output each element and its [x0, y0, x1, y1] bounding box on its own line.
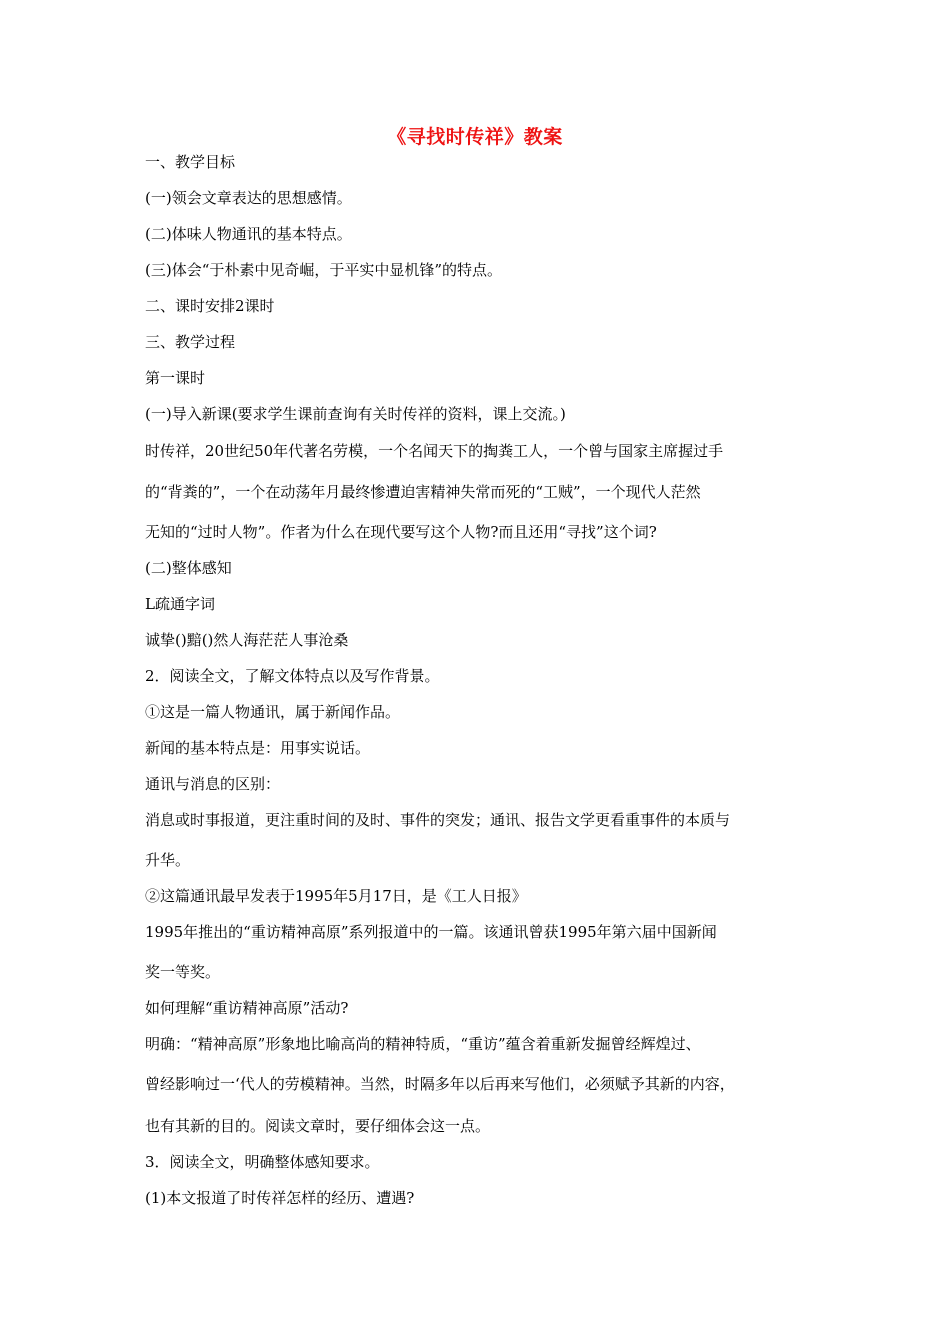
paragraph-line: 曾经影响过一‘代人的劳模精神。当然，时隔多年以后再来写他们，必须赋予其新的内容，: [145, 1075, 735, 1093]
lesson-heading: 第一课时: [145, 369, 206, 387]
paragraph-line: 无知的“过时人物”。作者为什么在现代要写这个人物?而且还用“寻找”这个词?: [145, 523, 657, 541]
paragraph-line: 的“背粪的”，一个在动荡年月最终惨遭迫害精神失常而死的“工贼”，一个现代人茫然: [145, 483, 701, 501]
paragraph-line: (1)本文报道了时传祥怎样的经历、遭遇?: [145, 1189, 415, 1207]
paragraph-line: 升华。: [145, 851, 191, 869]
objective-item: (二)体味人物通讯的基本特点。: [145, 225, 352, 243]
paragraph-line: 消息或时事报道，更注重时间的及时、事件的突发；通讯、报告文学更看重事件的本质与: [145, 811, 731, 829]
paragraph-line: 通讯与消息的区别：: [145, 775, 281, 793]
subsection-heading: (一)导入新课(要求学生课前查询有关时传祥的资料，课上交流。): [145, 405, 566, 423]
objective-item: (一)领会文章表达的思想感情。: [145, 189, 352, 207]
section-heading-schedule: 二、课时安排2课时: [145, 297, 275, 315]
paragraph-line: 也有其新的目的。阅读文章时，要仔细体会这一点。: [145, 1117, 491, 1135]
paragraph-line: ②这篇通讯最早发表于1995年5月17日，是《工人日报》: [145, 887, 527, 905]
paragraph-line: ①这是一篇人物通讯，属于新闻作品。: [145, 703, 401, 721]
subsection-heading: (二)整体感知: [145, 559, 232, 577]
paragraph-line: 1995年推出的“重访精神高原”系列报道中的一篇。该通讯曾获1995年第六届中国新闻: [145, 923, 717, 941]
paragraph-line: 明确：“精神高原”形象地比喻高尚的精神特质，“重访”蕴含着重新发掘曾经辉煌过、: [145, 1035, 701, 1053]
paragraph-line: 诚挚()黯()然人海茫茫人事沧桑: [145, 631, 349, 649]
paragraph-line: 奖一等奖。: [145, 963, 221, 981]
section-heading-process: 三、教学过程: [145, 333, 236, 351]
paragraph-line: 2．阅读全文，了解文体特点以及写作背景。: [145, 667, 440, 685]
paragraph-line: 新闻的基本特点是：用事实说话。: [145, 739, 371, 757]
paragraph-line: 3．阅读全文，明确整体感知要求。: [145, 1153, 380, 1171]
objective-item: (三)体会“于朴素中见奇崛，于平实中显机锋”的特点。: [145, 261, 503, 279]
document-title: 《寻找时传祥》教案: [387, 126, 563, 148]
paragraph-line: L疏通字词: [145, 595, 215, 613]
paragraph-line: 时传祥，20世纪50年代著名劳模，一个名闻天下的掏粪工人，一个曾与国家主席握过手: [145, 442, 724, 460]
paragraph-line: 如何理解“重访精神高原”活动?: [145, 999, 349, 1017]
section-heading-objectives: 一、教学目标: [145, 153, 236, 171]
